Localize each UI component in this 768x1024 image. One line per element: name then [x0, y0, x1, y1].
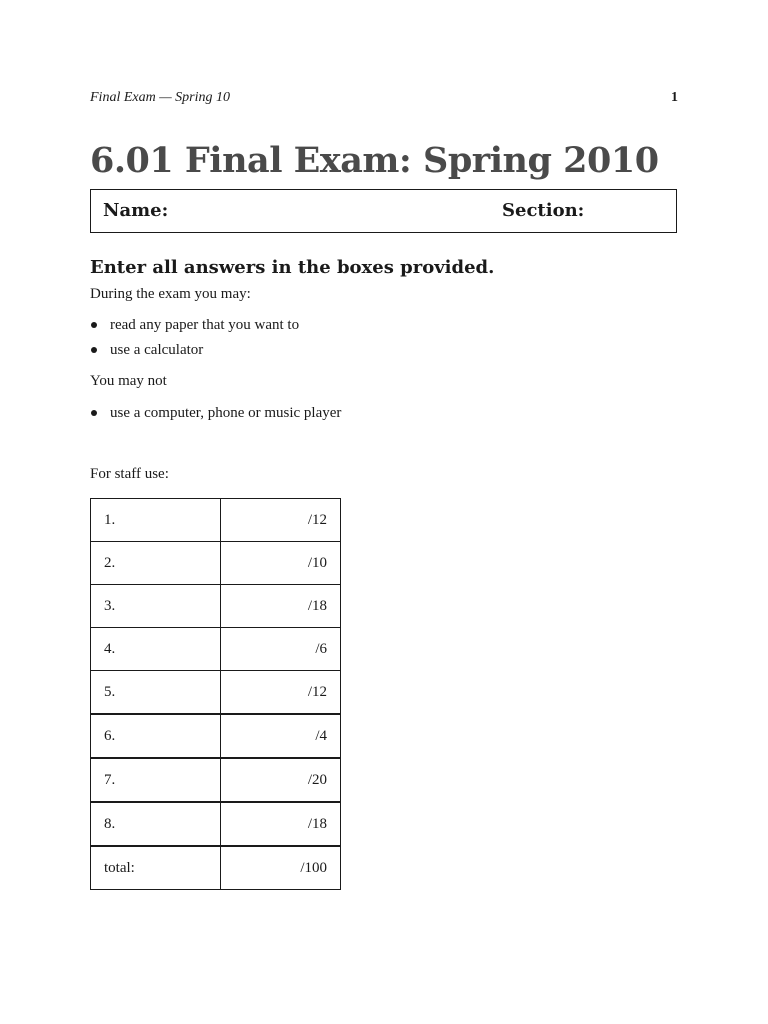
section-label: Section:: [502, 200, 585, 221]
score-total-label: total:: [91, 846, 221, 890]
score-row-max: /12: [220, 671, 340, 715]
allowed-item: [90, 317, 299, 334]
allowed-item-text: read any paper that you want to: [110, 317, 300, 333]
score-row-max: /6: [220, 628, 340, 671]
score-row: [91, 802, 341, 846]
name-section-box: [90, 189, 677, 233]
score-row-label: 3.: [91, 585, 221, 628]
allowed-intro: During the exam you may:: [90, 286, 251, 302]
score-row: [91, 758, 341, 802]
score-row-max: /18: [220, 585, 340, 628]
staff-use-label: For staff use:: [90, 466, 169, 482]
score-row-max: /10: [220, 542, 340, 585]
score-row-max: /12: [220, 499, 340, 542]
score-row: [91, 628, 341, 671]
score-row-label: 1.: [91, 499, 221, 542]
bullet-icon: [91, 410, 97, 416]
score-total-row: [91, 846, 341, 890]
score-row-label: 8.: [91, 802, 221, 846]
instructions-heading: Enter all answers in the boxes provided.: [90, 257, 495, 278]
page-title: 6.01 Final Exam: Spring 2010: [90, 140, 659, 181]
score-row: [91, 585, 341, 628]
score-row: [91, 542, 341, 585]
allowed-item-text: use a calculator: [110, 342, 204, 358]
score-row-label: 6.: [91, 714, 221, 758]
score-table: [90, 498, 341, 890]
score-row: [91, 714, 341, 758]
forbidden-intro: You may not: [90, 373, 167, 389]
allowed-item: [90, 342, 203, 359]
score-row-max: /4: [220, 714, 340, 758]
score-row: [91, 671, 341, 715]
score-row-max: /18: [220, 802, 340, 846]
forbidden-item: [90, 405, 341, 422]
running-title: Final Exam — Spring 10: [90, 90, 230, 105]
page-number: 1: [671, 90, 678, 105]
score-total-max: /100: [220, 846, 340, 890]
score-row: [91, 499, 341, 542]
score-row-label: 4.: [91, 628, 221, 671]
bullet-icon: [91, 347, 97, 353]
score-row-label: 7.: [91, 758, 221, 802]
score-row-label: 2.: [91, 542, 221, 585]
score-row-label: 5.: [91, 671, 221, 715]
running-header: [90, 90, 678, 108]
bullet-icon: [91, 322, 97, 328]
name-label: Name:: [103, 200, 169, 221]
score-row-max: /20: [220, 758, 340, 802]
forbidden-item-text: use a computer, phone or music player: [110, 405, 342, 421]
